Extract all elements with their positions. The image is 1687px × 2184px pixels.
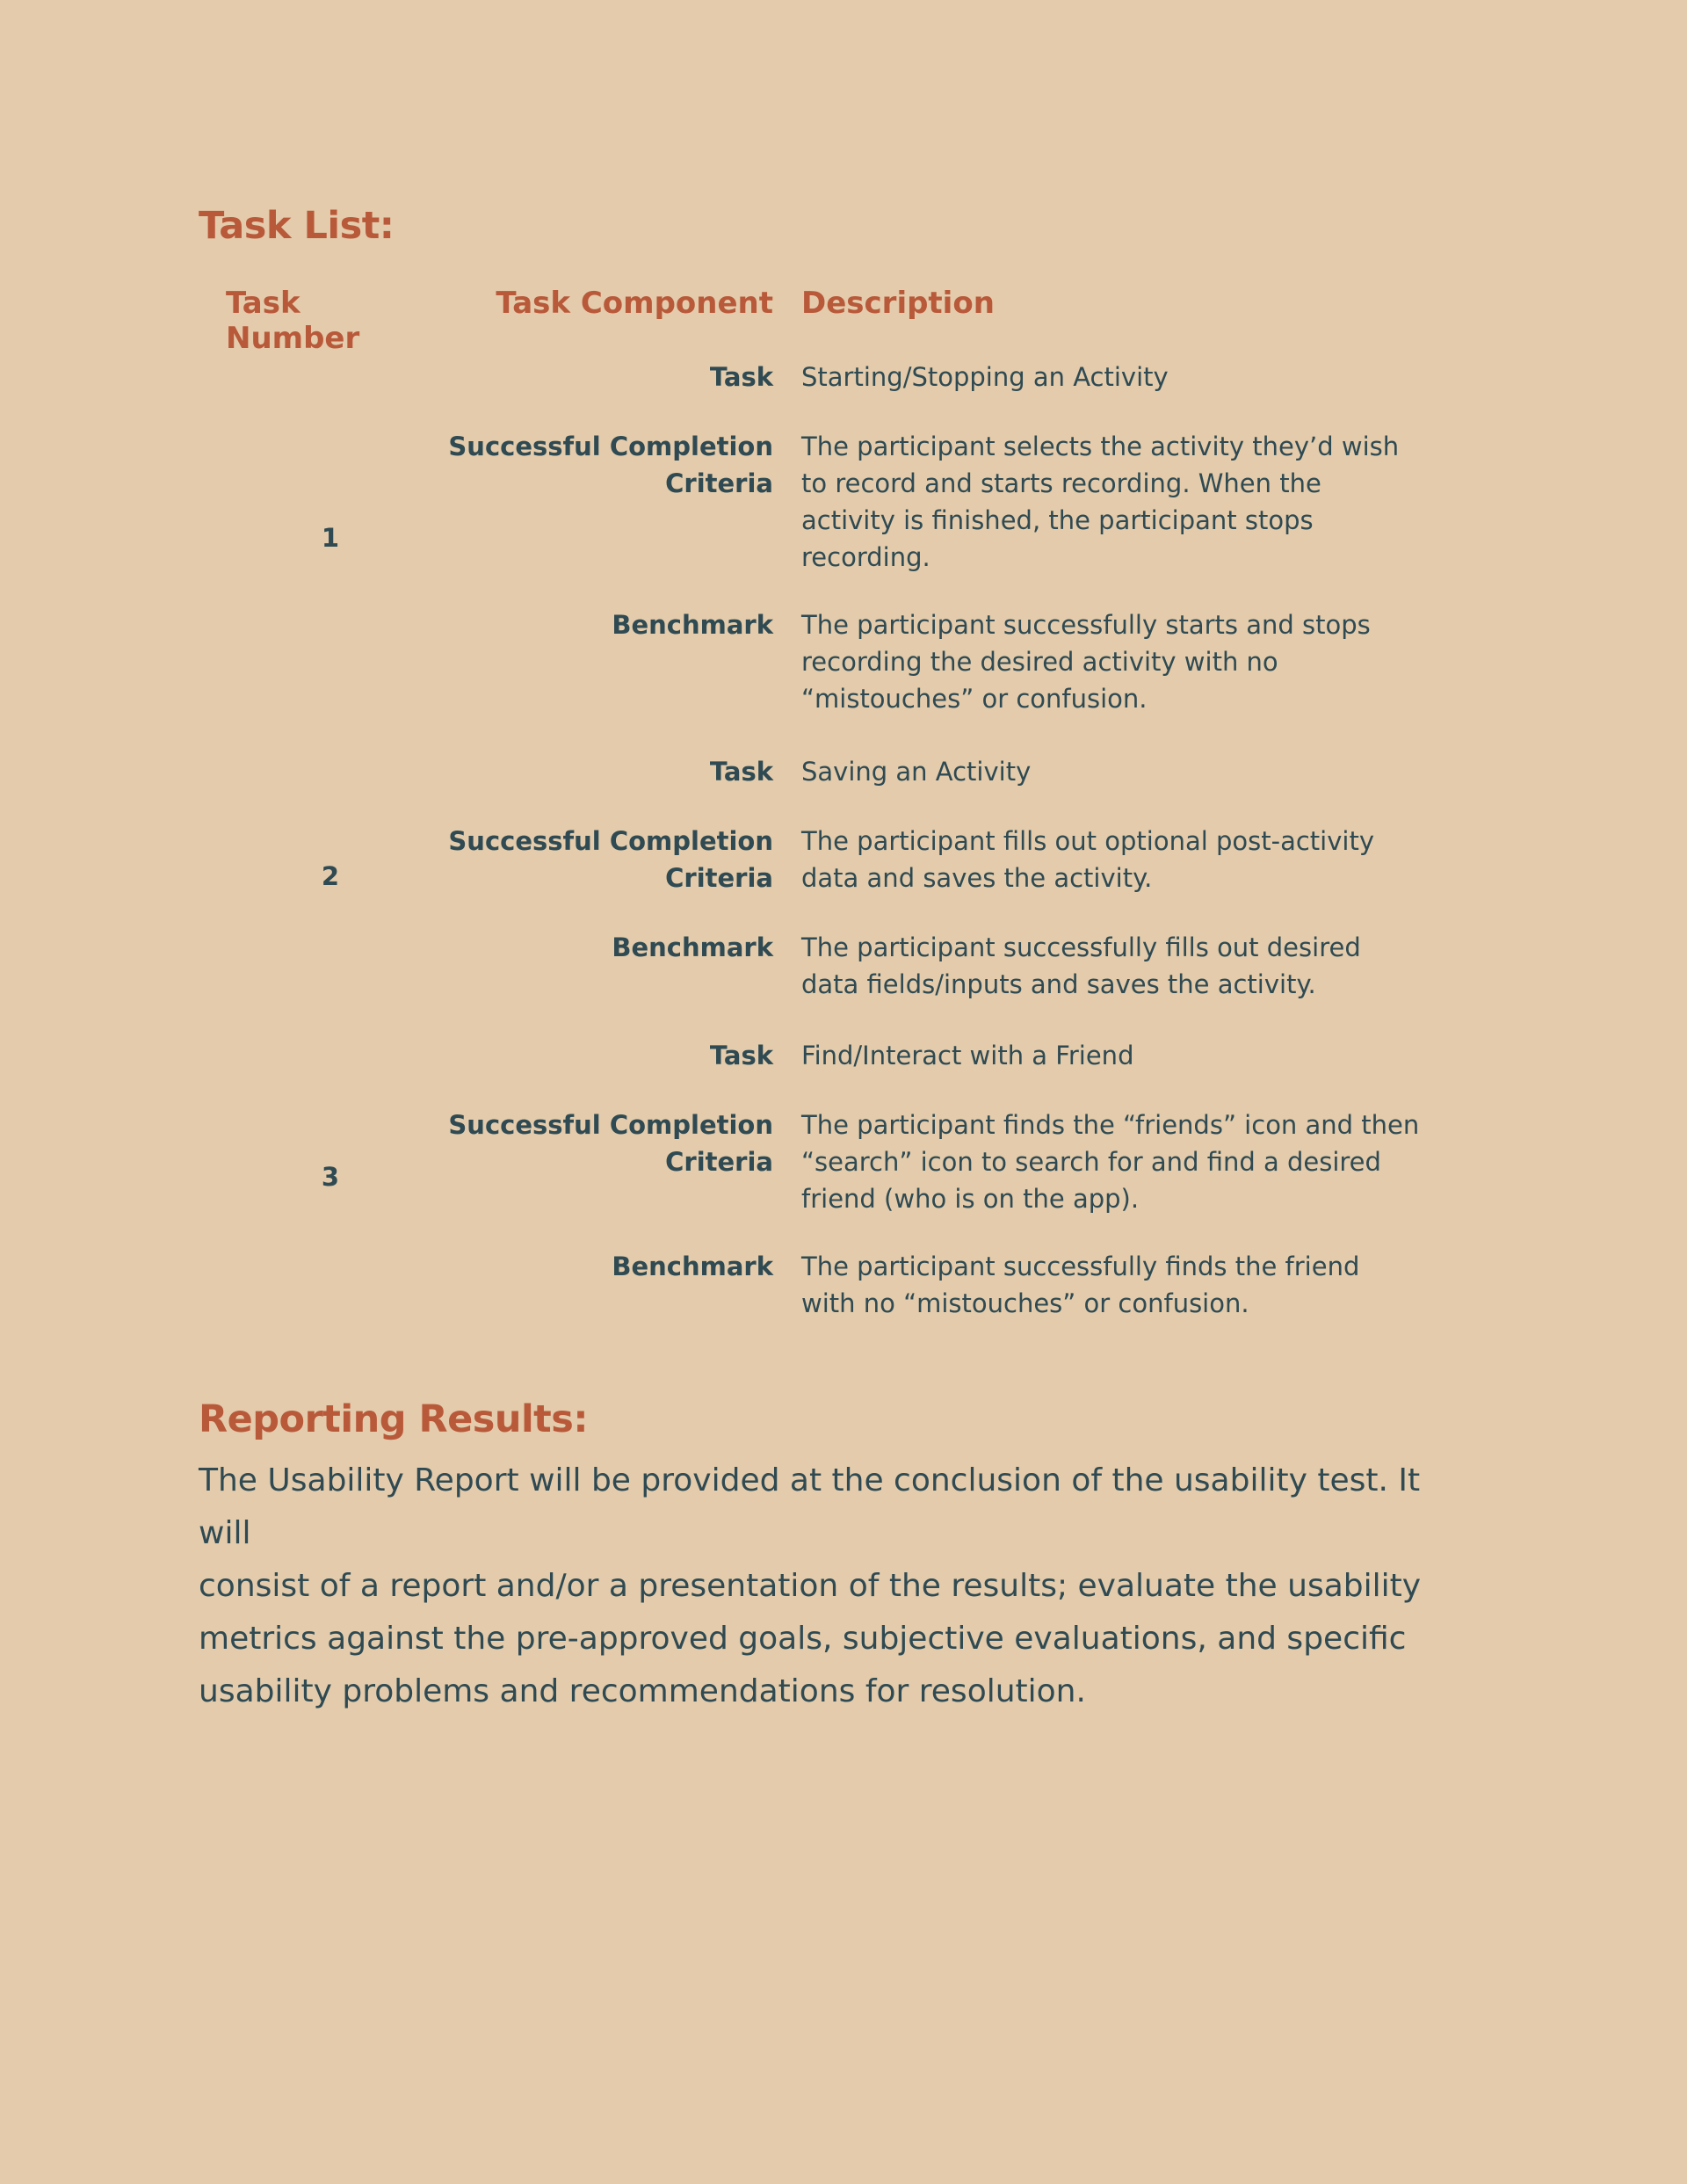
component-label: Successful Completion Criteria [448, 1110, 773, 1177]
reporting-results-body: The Usability Report will be provided at the conclusion of the usability test. It will consist of a report and/or a presentation of the results; evaluate the usability metrics against the pre-approved goals, subjective evaluations, and specific usability problems and recommendations for resolution. [199, 1462, 1422, 1709]
component-description: Find/Interact with a Friend [801, 1041, 1134, 1070]
reporting-results-title: Reporting Results: [199, 1397, 589, 1441]
component-label: Successful Completion Criteria [448, 432, 773, 498]
component-description: The participant fills out optional post-activity data and saves the activity. [801, 826, 1374, 893]
component-label: Successful Completion Criteria [448, 826, 773, 893]
component-description: The participant successfully finds the friend with no “mistouches” or confusion. [801, 1252, 1360, 1318]
component-label: Benchmark [612, 610, 773, 640]
component-description: The participant selects the activity they’d wish to record and starts recording. When the activity is finished, the participant stops recording. [801, 432, 1400, 572]
task-number-3: 3 [321, 1162, 340, 1192]
table-header [199, 286, 1464, 356]
header-task-number: Task Number [226, 286, 360, 356]
header-description: Description [801, 286, 995, 321]
component-label: Task [709, 1041, 773, 1070]
component-description: Starting/Stopping an Activity [801, 362, 1169, 392]
task-number-2: 2 [321, 861, 340, 891]
task-list-title: Task List: [199, 204, 395, 248]
component-description: The participant finds the “friends” icon and then “search” icon to search for and find a desired friend (who is on the app). [801, 1110, 1420, 1214]
component-description: The participant successfully fills out desired data fields/inputs and saves the activity. [801, 932, 1361, 999]
component-label: Benchmark [612, 1252, 773, 1281]
header-task-component: Task Component [496, 286, 773, 321]
component-description: The participant successfully starts and stops recording the desired activity with no “mistouches” or confusion. [801, 610, 1371, 714]
task-number-1: 1 [321, 523, 340, 553]
component-label: Benchmark [612, 932, 773, 962]
component-description: Saving an Activity [801, 757, 1032, 787]
component-label: Task [709, 362, 773, 392]
component-label: Task [709, 757, 773, 787]
